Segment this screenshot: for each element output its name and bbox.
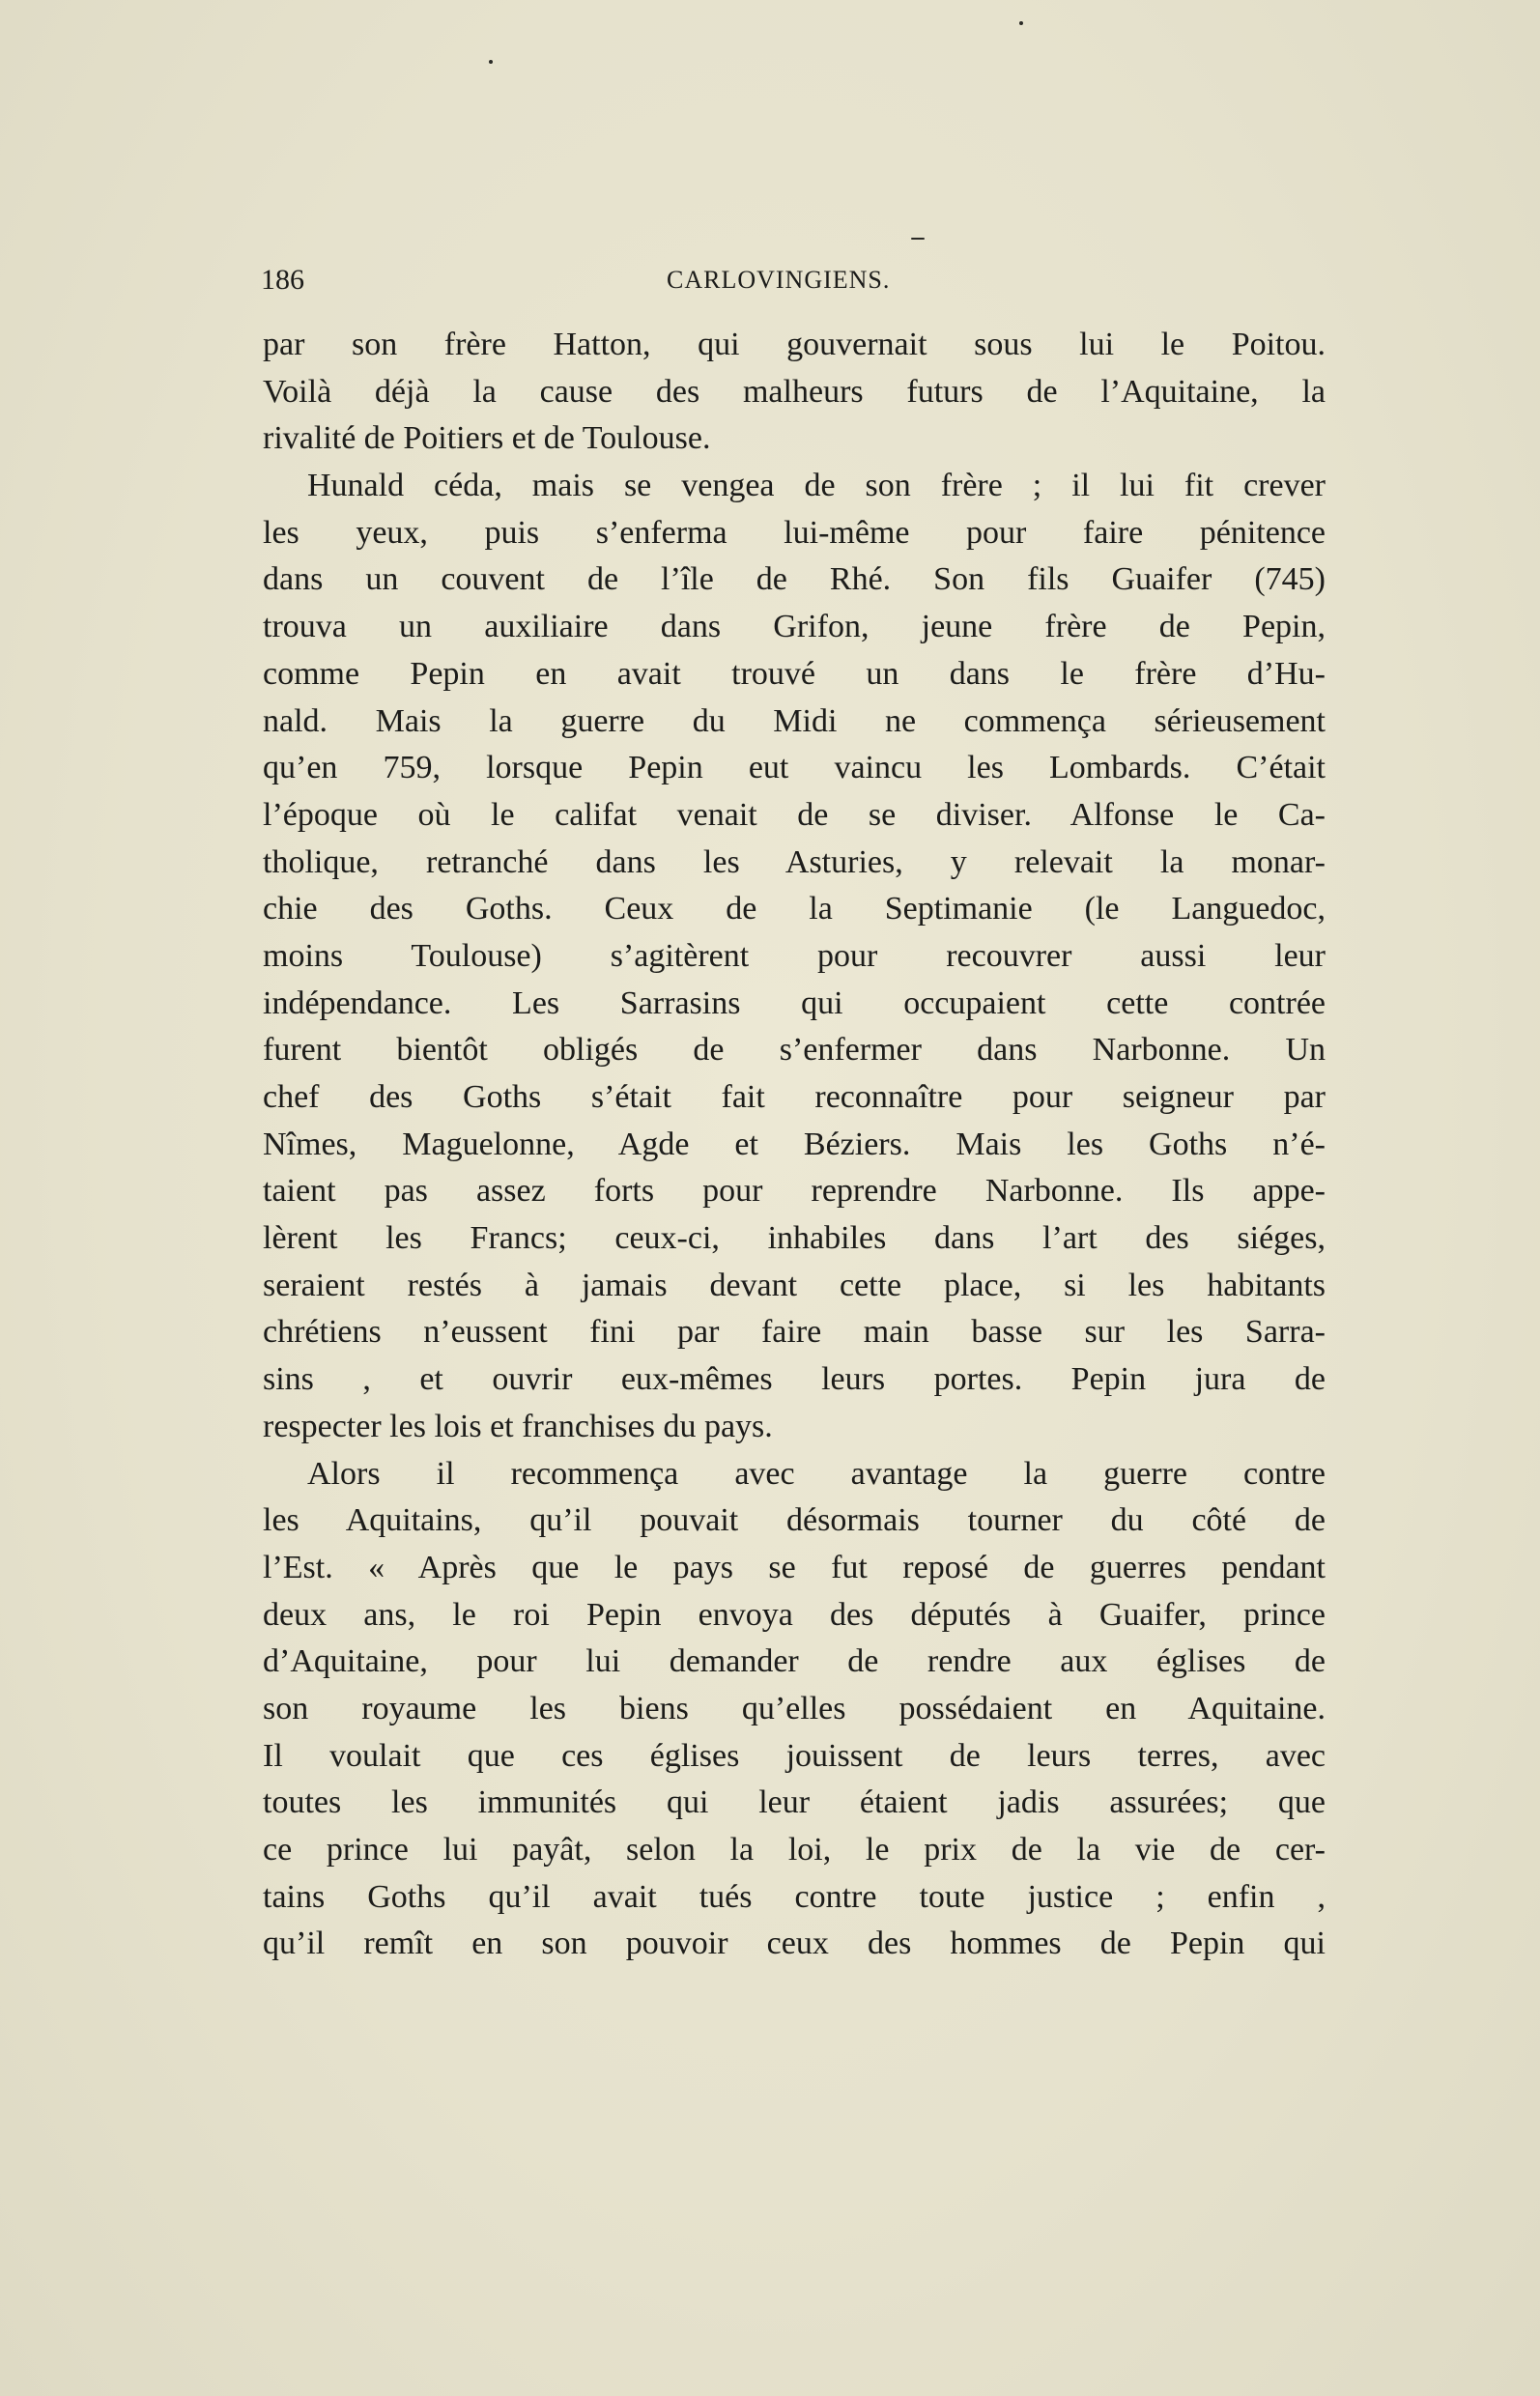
ink-speck xyxy=(1019,21,1023,25)
text-line: rivalité de Poitiers et de Toulouse. xyxy=(263,420,711,457)
text-line: tholique, retranché dans les Asturies, y relevait la monar- xyxy=(263,843,1326,880)
text-line: Hunald céda, mais se vengea de son frère ; il lui fit crever xyxy=(307,468,1326,504)
text-line: nald. Mais la guerre du Midi ne commença sérieusement xyxy=(263,702,1326,739)
text-line: son royaume les biens qu’elles possédaient en Aquitaine. xyxy=(263,1690,1326,1726)
text-line: Nîmes, Maguelonne, Agde et Béziers. Mais les Goths n’é- xyxy=(263,1126,1326,1162)
text-line: sins , et ouvrir eux-mêmes leurs portes. Pepin jura de xyxy=(263,1361,1326,1398)
text-line: Il voulait que ces églises jouissent de leurs terres, avec xyxy=(263,1737,1326,1774)
running-head: CARLOVINGIENS. xyxy=(667,266,891,294)
body-text xyxy=(263,322,1326,1968)
text-line: chef des Goths s’était fait reconnaître pour seigneur par xyxy=(263,1079,1326,1115)
ink-speck xyxy=(489,60,493,64)
text-line: les Aquitains, qu’il pouvait désormais tourner du côté de xyxy=(263,1502,1326,1539)
page-header xyxy=(261,261,1324,300)
text-line: respecter les lois et franchises du pays. xyxy=(263,1408,773,1444)
page-number: 186 xyxy=(261,264,304,296)
text-line: ce prince lui payât, selon la loi, le prix de la vie de cer- xyxy=(263,1832,1326,1868)
text-line: seraient restés à jamais devant cette place, si les habitants xyxy=(263,1267,1326,1303)
text-line: furent bientôt obligés de s’enfermer dans Narbonne. Un xyxy=(263,1032,1326,1069)
ink-speck xyxy=(911,238,925,240)
text-line: tains Goths qu’il avait tués contre toute justice ; enfin , xyxy=(263,1878,1326,1915)
text-line: d’Aquitaine, pour lui demander de rendre aux églises de xyxy=(263,1643,1326,1680)
text-line: deux ans, le roi Pepin envoya des députés à Guaifer, prince xyxy=(263,1596,1326,1633)
text-line: qu’il remît en son pouvoir ceux des hommes de Pepin qui xyxy=(263,1925,1326,1962)
text-line: indépendance. Les Sarrasins qui occupaient cette contrée xyxy=(263,984,1326,1021)
text-line: Alors il recommença avec avantage la guerre contre xyxy=(307,1455,1326,1492)
text-line: Voilà déjà la cause des malheurs futurs de l’Aquitaine, la xyxy=(263,373,1326,410)
text-line: l’Est. « Après que le pays se fut reposé de guerres pendant xyxy=(263,1549,1326,1585)
text-line: l’époque où le califat venait de se diviser. Alfonse le Ca- xyxy=(263,796,1326,833)
text-line: comme Pepin en avait trouvé un dans le frère d’Hu- xyxy=(263,655,1326,692)
text-line: les yeux, puis s’enferma lui-même pour faire pénitence xyxy=(263,514,1326,551)
text-line: par son frère Hatton, qui gouvernait sous lui le Poitou. xyxy=(263,327,1326,362)
text-line: dans un couvent de l’île de Rhé. Son fils Guaifer (745) xyxy=(263,561,1326,598)
text-line: trouva un auxiliaire dans Grifon, jeune frère de Pepin, xyxy=(263,609,1326,645)
text-line: qu’en 759, lorsque Pepin eut vaincu les Lombards. C’était xyxy=(263,750,1326,786)
text-line: chrétiens n’eussent fini par faire main basse sur les Sarra- xyxy=(263,1314,1326,1351)
text-line: toutes les immunités qui leur étaient jadis assurées; que xyxy=(263,1784,1326,1821)
text-line: lèrent les Francs; ceux-ci, inhabiles dans l’art des siéges, xyxy=(263,1220,1326,1257)
text-line: moins Toulouse) s’agitèrent pour recouvrer aussi leur xyxy=(263,937,1326,974)
text-line: taient pas assez forts pour reprendre Narbonne. Ils appe- xyxy=(263,1173,1326,1210)
text-line: chie des Goths. Ceux de la Septimanie (le Languedoc, xyxy=(263,891,1326,927)
